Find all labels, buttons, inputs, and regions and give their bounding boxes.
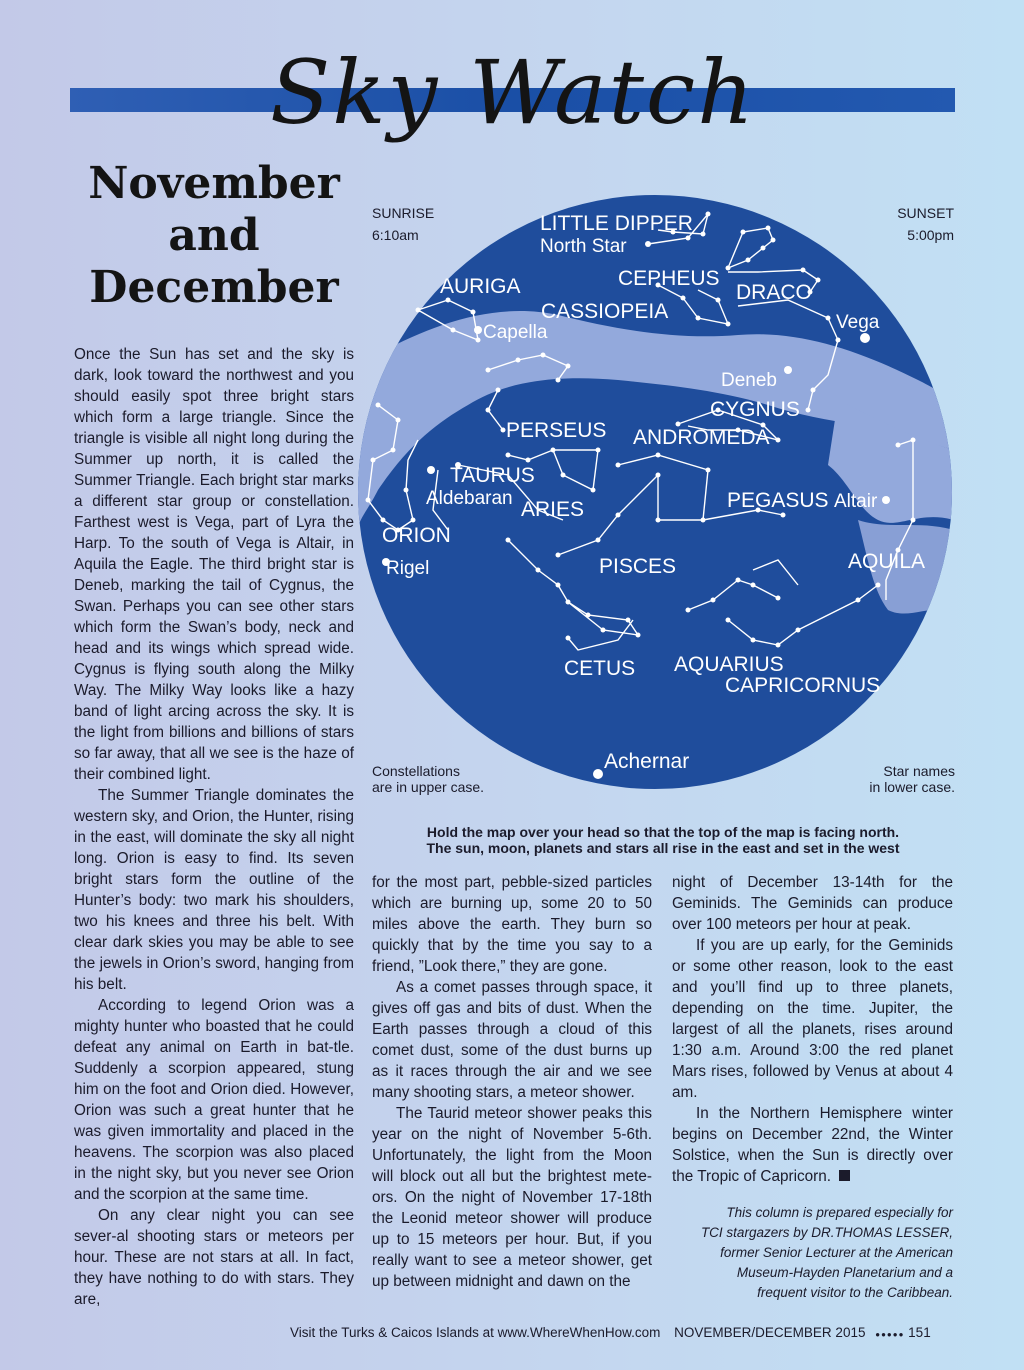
paragraph: According to legend Orion was a mighty hunter who boasted that he could defeat any animal on Earth in bat-tle. Suddenly a scorpion appeared, stung him on the foot and Orion died. However, Orion was such a great hunter that he was given immortality and placed in the heavens. The scorpion was also placed in the night sky, but you never see Orion and the scorpion at the same time.: [74, 997, 354, 1203]
footer-issue: NOVEMBER/DECEMBER 2015: [674, 1325, 866, 1340]
paragraph: [672, 1103, 953, 1187]
paragraph: The Summer Triangle dominates the western sky, and Orion, the Hunter, rising in the east, will dominate the sky all night long. Orion is easy to find. Its seven bright stars form the outline of the Hunter’s body: two mark his shoulders, two his knees and three his belt. With clear dark skies you may be able to see the jewels in Orion’s sword, hanging from his belt.: [74, 787, 354, 993]
label-taurus: TAURUS: [450, 464, 535, 487]
label-auriga: AURIGA: [440, 275, 521, 298]
label-orion: ORION: [382, 524, 451, 547]
label-deneb: Deneb: [721, 370, 777, 391]
label-cetus: CETUS: [564, 657, 636, 680]
paragraph: If you are up early, for the Geminids or some other reason, look to the east and you’ll find up to three planets, depending on the time. Jupiter, the largest of all the planets, rises around 1:30 a.m. Around 3:00 the red planet Mars rises, followed by Venus at about 4 am.: [672, 937, 953, 1101]
label-pegasus: PEGASUS: [727, 489, 829, 512]
subhead-line-1: November: [88, 158, 340, 209]
legend-right-line-2: in lower case.: [869, 779, 955, 795]
article-column-1: [74, 344, 354, 1310]
label-draco: DRACO: [736, 281, 812, 304]
subhead-line-3: December: [89, 262, 339, 313]
page-title: Sky Watch: [270, 41, 756, 144]
article-column-3: [672, 872, 953, 1303]
label-capricornus: CAPRICORNUS: [725, 674, 881, 697]
map-caption-line-1: Hold the map over your head so that the top of the map is facing north.: [426, 824, 900, 840]
label-aquila: AQUILA: [848, 550, 926, 573]
label-aries: ARIES: [521, 498, 585, 521]
legend-right-line-1: Star names: [883, 763, 955, 779]
label-little-dipper: LITTLE DIPPER: [540, 212, 693, 235]
label-north-star: North Star: [540, 236, 627, 257]
label-andromeda: ANDROMEDA: [633, 426, 770, 449]
end-mark-icon: [839, 1170, 850, 1181]
label-vega: Vega: [836, 312, 880, 333]
legend-left-line-1: Constellations: [372, 763, 460, 779]
legend-left-line-2: are in upper case.: [372, 779, 485, 795]
author-credit: [672, 1203, 953, 1303]
label-pisces: PISCES: [599, 555, 677, 578]
map-legend-right: [800, 763, 955, 795]
sunset-time: 5:00pm: [907, 227, 954, 243]
subhead-line-2: and: [168, 210, 260, 261]
credit-line: frequent visitor to the Caribbean.: [757, 1285, 953, 1300]
label-cassiopeia: CASSIOPEIA: [541, 300, 669, 323]
credit-line: TCI stargazers by DR.THOMAS LESSER,: [700, 1225, 953, 1240]
map-caption-line-2: The sun, moon, planets and stars all rise in the east and set in the west: [426, 840, 900, 856]
sunset-label: SUNSET: [897, 205, 954, 221]
label-capella: Capella: [483, 322, 548, 343]
paragraph: On any clear night you can see sever-al shooting stars or meteors per hour. These are not stars at all. In fact, they have nothing to do with stars. They are,: [74, 1207, 354, 1308]
paragraph: for the most part, pebble-sized particles which are burning up, some 20 to 50 miles above the earth. They burn so quickly that by the time you say to a friend, ”Look there,” they are gone.: [372, 874, 652, 975]
footer-dots-icon: ●●●●●: [875, 1330, 905, 1339]
map-legend-left: [372, 763, 484, 795]
label-aquarius: AQUARIUS: [674, 653, 784, 676]
sunrise-label: SUNRISE: [372, 205, 435, 221]
article-column-2: [372, 872, 652, 1292]
footer-visit-text: Visit the Turks & Caicos Islands at www.WhereWhenHow.com: [290, 1325, 661, 1340]
star-map-svg: [358, 190, 954, 798]
page-number: 151: [908, 1325, 931, 1340]
label-altair: Altair: [834, 491, 878, 512]
label-cygnus: CYGNUS: [710, 398, 800, 421]
label-perseus: PERSEUS: [506, 419, 607, 442]
label-cepheus: CEPHEUS: [618, 267, 720, 290]
paragraph: The Taurid meteor shower peaks this year on the night of November 5-6th. Unfortunately, the light from the Moon will block out all but the brightest mete-ors. On the night of November 17-18th the Leonid meteor shower will produce up to 15 meteors per hour. But, if you really want to see a meteor shower, get up between midnight and dawn on the: [372, 1105, 652, 1290]
label-achernar: Achernar: [604, 750, 690, 773]
star-map: [358, 190, 954, 798]
label-rigel: Rigel: [386, 558, 430, 579]
paragraph: As a comet passes through space, it gives off gas and bits of dust. When the Earth passes through a cloud of this comet dust, some of the dust burns up as it races through the air and we see many shooting stars, a meteor shower.: [372, 979, 652, 1101]
credit-line: former Senior Lecturer at the American: [720, 1245, 953, 1260]
credit-line: This column is prepared especially for: [726, 1205, 953, 1220]
label-aldebaran: Aldebaran: [426, 488, 513, 509]
paragraph: night of December 13-14th for the Geminids. The Geminids can produce over 100 meteors per hour at peak.: [672, 874, 953, 933]
sunrise-time: 6:10am: [372, 227, 419, 243]
article-subhead: [74, 158, 354, 314]
map-caption: [372, 824, 954, 856]
paragraph-text: In the Northern Hemisphere winter begins on December 22nd, the Winter Solstice, when the Sun is directly over the Tropic of Capricorn.: [672, 1105, 953, 1185]
paragraph: Once the Sun has set and the sky is dark, look toward the northwest and you should easily spot three bright stars which form a large triangle. Since the triangle is visible all night long during the Summer up north, it is called the Summer Triangle. Each bright star marks a different star group or constellation. Farthest west is Vega, part of Lyra the Harp. To the south of Vega is Altair, in Aquila the Eagle. The third bright star is Deneb, marking the tail of Cygnus, the Swan. Perhaps you can see other stars which form the Swan’s body, neck and head and its wings which spread wide. Cygnus is flying south along the Milky Way. The Milky Way looks like a hazy band of light arcing across the sky. It is the light from billions and billions of stars so far away, that all we see is the haze of their combined light.: [74, 346, 354, 783]
credit-line: Museum-Hayden Planetarium and a: [736, 1265, 953, 1280]
page-footer: [290, 1325, 960, 1340]
